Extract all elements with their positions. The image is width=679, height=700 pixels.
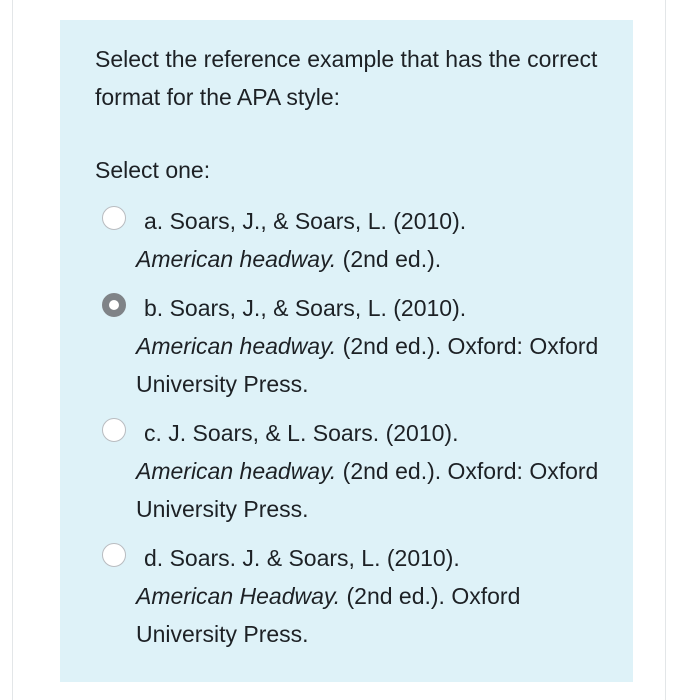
- answer-c-details: [136, 452, 606, 528]
- answer-d-citation: d. Soars. J. & Soars, L. (2010).: [144, 545, 460, 571]
- answer-option-d[interactable]: [60, 539, 633, 659]
- answer-b-publisher: (2nd ed.). Oxford: Oxford University Press.: [136, 333, 599, 397]
- answer-c-publisher: (2nd ed.). Oxford: Oxford University Press.: [136, 458, 599, 522]
- answer-c-title: American headway.: [136, 458, 337, 484]
- radio-button-a[interactable]: [102, 206, 126, 230]
- answer-c-citation: c. J. Soars, & L. Soars. (2010).: [144, 420, 459, 446]
- answer-a-title: American headway.: [136, 246, 337, 272]
- radio-button-b[interactable]: [102, 293, 126, 317]
- select-one-prompt: Select one:: [95, 157, 211, 183]
- radio-button-c[interactable]: [102, 418, 126, 442]
- answer-option-b[interactable]: [60, 289, 633, 409]
- answer-a-citation: a. Soars, J., & Soars, L. (2010).: [144, 208, 467, 234]
- answer-option-c[interactable]: [60, 414, 633, 534]
- answer-a-publisher: (2nd ed.).: [336, 246, 442, 272]
- answer-d-details: [136, 577, 606, 653]
- radio-button-d[interactable]: [102, 543, 126, 567]
- answer-b-details: [136, 327, 606, 403]
- answer-d-publisher: (2nd ed.). Oxford University Press.: [136, 583, 521, 647]
- question-text: Select the reference example that has the correct format for the APA style:: [95, 46, 598, 110]
- answer-b-title: American headway.: [136, 333, 337, 359]
- answer-a-details: [136, 240, 606, 278]
- question-panel: [60, 20, 633, 682]
- answer-d-title: American Headway.: [136, 583, 341, 609]
- answer-b-citation: b. Soars, J., & Soars, L. (2010).: [144, 295, 467, 321]
